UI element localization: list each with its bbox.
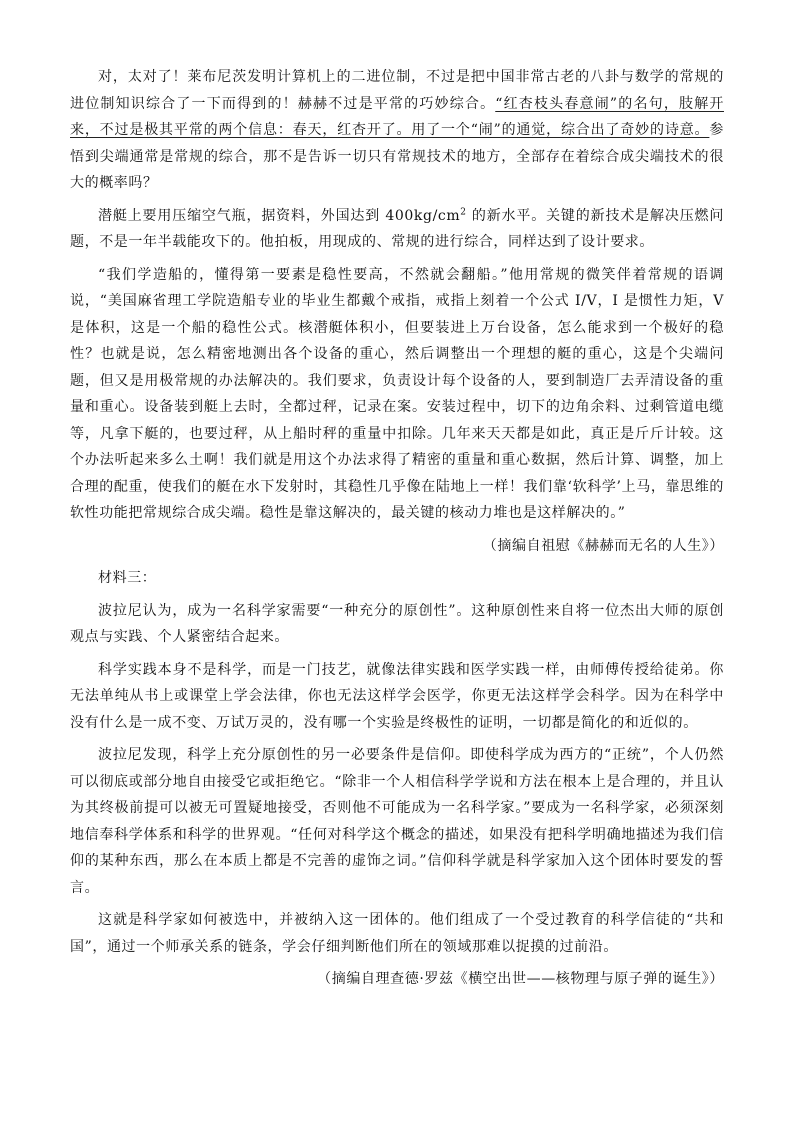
paragraph-binary-synthesis xyxy=(70,64,724,197)
underlined-text: “红杏枝头春意闹”的名句，肢解开来，不过是极其平常的两个信息：春天，红杏开了。用了一个“闹”的通觉，综合出了奇妙的诗意。 xyxy=(70,95,724,138)
paragraph-stability-quote: “我们学造船的，懂得第一要素是稳性要高，不然就会翻船。”他用常规的微笑伴着常规的语调说，“美国麻省理工学院造船专业的毕业生都戴个戒指，戒指上刻着一个公式 I/V，I 是惯性力矩，V 是体积，这是一个船的稳性公式。核潜艇体积小，但要装进上万台设备，怎么能求到一个极好的稳性？也就是说，怎么精密地测出各个设备的重心，然后调整出一个理想的艇的重心，这是个尖端问题，但又是用极常规的办法解决的。我们要求，负责设计每个设备的人，要到制造厂去弄清设备的重量和重心。设备装到艇上去时，全都过秤，记录在案。安装过程中，切下的边角余料、过剩管道电缆等，凡拿下艇的，也要过秤，从上船时秤的重量中扣除。几年来天天都是如此，真正是斤斤计较。这个办法听起来多么土啊！我们就是用这个办法求得了精密的重量和重心数据，然后计算、调整，加上合理的配重，使我们的艇在水下发射时，其稳性几乎像在陆地上一样！我们靠‘软科学’上马，靠思维的软性功能把常规综合成尖端。稳性是靠这解决的，最关键的核动力堆也是这样解决的。” xyxy=(70,266,724,521)
paragraph-science-practice: 科学实践本身不是科学，而是一门技艺，就像法律实践和医学实践一样，由师傅传授给徒弟。你无法单纯从书上或课堂上学会法律，你也无法这样学会医学，你更无法这样学会科学。因为在科学中没有什么是一成不变、万试万灵的，没有哪一个实验是终极性的证明，一切都是简化的和近似的。 xyxy=(70,661,724,731)
text-segment: 潜艇上要用压缩空气瓶，据资料，外国达到 400kg/cm xyxy=(98,207,461,224)
paragraph-polanyi-originality: 波拉尼认为，成为一名科学家需要“一种充分的原创性”。这种原创性来自将一位杰出大师的原创观点与实践、个人紧密结合起来。 xyxy=(70,602,724,645)
source-citation-2: （摘编自理查德·罗兹《横空出世——核物理与原子弹的诞生》） xyxy=(317,971,724,987)
article-body xyxy=(70,64,724,993)
paragraph-republic: 这就是科学家如何被选中，并被纳入这一团体的。他们组成了一个受过教育的科学信徒的“共和国”，通过一个师承关系的链条，学会仔细判断他们所在的领域那难以捉摸的过前沿。 xyxy=(70,912,724,955)
source-citation-1: （摘编自祖慰《赫赫而无名的人生》） xyxy=(482,537,724,554)
text-segment: 参悟到尖端通常是常规的综合，那不是告诉一切只有常规技术的地方，全部存在着综合成尖端技术的很大的概率吗？ xyxy=(70,122,724,191)
material-three-label: 材料三： xyxy=(98,570,157,586)
text-segment: 的新水平。关键的新技术是解决压燃问题，不是一年半载能攻下的。他拍板，用现成的、常规的进行综合，同样达到了设计要求。 xyxy=(70,207,725,250)
paragraph-compressed-air xyxy=(70,203,724,256)
paragraph-belief: 波拉尼发现，科学上充分原创性的另一必要条件是信仰。即使科学成为西方的“正统”，个人仍然可以彻底或部分地自由接受它或拒绝它。“除非一个人相信科学学说和方法在根本上是合理的，并且认为其终极前提可以被无可置疑地接受，否则他不可能成为一名科学家。”要成为一名科学家，必须深刻地信奉科学体系和科学的世界观。“任何对科学这个概念的描述，如果没有把科学明确地描述为我们信仰的某种东西，那么在本质上都是不完善的虚饰之词。”信仰科学就是科学家加入这个团体时要发的誓言。 xyxy=(70,747,724,896)
superscript: 2 xyxy=(460,206,467,217)
text-segment: 对，太对了！莱布尼茨发明计算机上的二进位制，不过是把中国非常古老的八卦与数学的常规的进位制知识综合了一下而得到的！赫赫不过是平常的巧妙综合。 xyxy=(70,69,724,112)
